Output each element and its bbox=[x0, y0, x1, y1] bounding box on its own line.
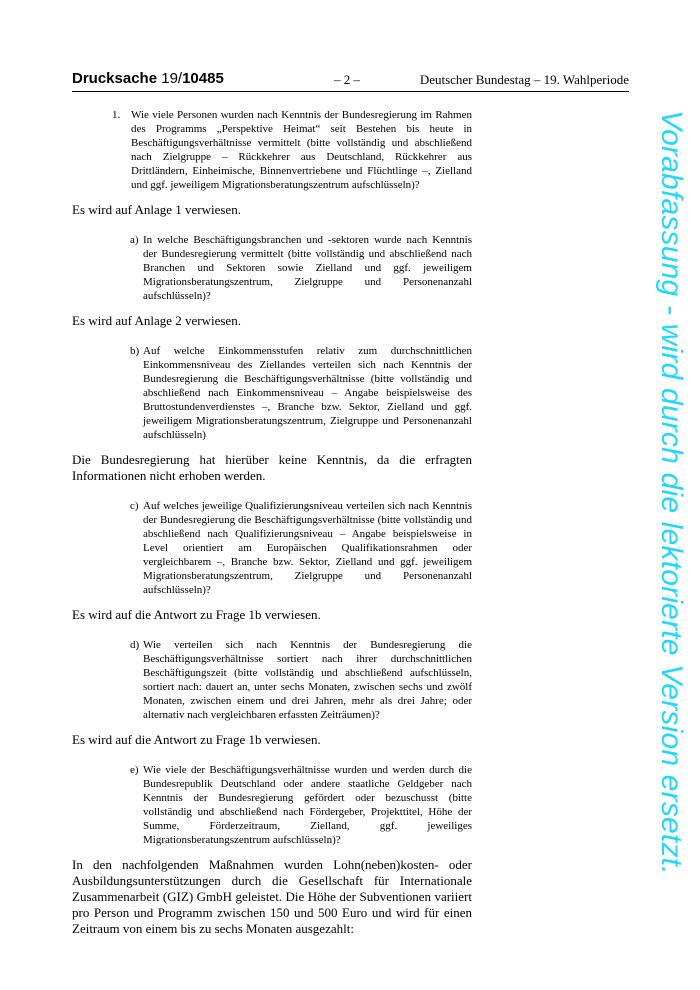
answer-1a: Es wird auf Anlage 2 verwiesen. bbox=[72, 313, 241, 328]
question-number: b) bbox=[130, 345, 140, 357]
answer-1b: Die Bundesregierung hat hierüber keine Kenntnis, da die erfragten Informationen nicht erhoben werden. bbox=[72, 452, 472, 483]
question-1c bbox=[72, 499, 472, 597]
page-header bbox=[72, 70, 629, 90]
question-number: d) bbox=[130, 639, 140, 651]
header-rule bbox=[72, 91, 629, 92]
page-number: – 2 – bbox=[334, 72, 360, 87]
question-text: Wie verteilen sich nach Kenntnis der Bundesregierung die Beschäftigungsverhältnisse sortiert nach ihrer durchschnittlichen Beschäftigungszeit (bitte vollständig und abschließend aufschlüsseln, sortiert nach: dauert an, unter sechs Monaten, zwischen sechs und zwölf Monaten, zwischen einem und drei Jahren, mehr als drei Jahre; oder alternativ nach vergleichbaren erfassten Zeiträumen)? bbox=[143, 639, 472, 721]
question-1 bbox=[72, 108, 472, 192]
question-1d bbox=[72, 638, 472, 722]
answer-1c: Es wird auf die Antwort zu Frage 1b verwiesen. bbox=[72, 607, 321, 622]
question-text: Auf welche Einkommensstufen relativ zum durchschnittlichen Einkommensniveau des Ziellandes verteilen sich nach Kenntnis der Bundesregierung die Beschäftigungsverhältnisse (bitte vollständig und abschließend nach Einkommensniveau – Angabe beispielsweise des Bruttostundenverdienstes –, Branche bzw. Sektor, Zielland und ggf. jeweiligem Migrationsberatungszentrum, Zielgruppe und Personenanzahl aufschlüsseln) bbox=[143, 345, 472, 441]
question-number: e) bbox=[130, 764, 139, 776]
question-text: Wie viele der Beschäftigungsverhältnisse wurden und werden durch die Bundesrepublik Deutschland oder andere staatliche Geldgeber nach Kenntnis der Bundesregierung gefördert oder bezuschusst (bitte vollständig und abschließend nach Fördergeber, Projekttitel, Höhe der Summe, Förderzeitraum, Zielland, ggf. jeweiliges Migrationsberatungszentrum aufschlüsseln)? bbox=[143, 764, 472, 846]
drucksache-label bbox=[72, 70, 224, 87]
question-text: Auf welches jeweilige Qualifizierungsniveau verteilen sich nach Kenntnis der Bundesregierung die Beschäftigungsverhältnisse (bitte vollständig und abschließend nach Qualifizierungsniveau – Angabe beispielsweise in Level orientiert am Europäischen Qualifikationsrahmen oder vergleichbarem –, Branche bzw. Sektor, Zielland und ggf. jeweiligem Migrationsberatungszentrum, Zielgruppe und Personenanzahl aufschlüsseln)? bbox=[143, 500, 472, 596]
answer-1e: In den nachfolgenden Maßnahmen wurden Lohn(neben)kosten- oder Ausbildungsunterstützungen durch die Gesellschaft für Internationale Zusammenarbeit (GIZ) GmbH geleistet. Die Höhe der Subventionen variiert pro Person und Programm zwischen 150 und 500 Euro und wird für einen Zeitraum von einem bis zu sechs Monaten ausgezahlt: bbox=[72, 857, 472, 936]
question-text: In welche Beschäftigungsbranchen und -sektoren wurde nach Kenntnis der Bundesregierung vermittelt (bitte vollständig und abschließend nach Branchen und Sektoren sowie Zielland und ggf. jeweiligem Migrationsberatungszentrum, Zielgruppe und Personenanzahl aufschlüsseln)? bbox=[143, 234, 472, 302]
draft-watermark: Vorabfassung - wird durch die lektorierte Version ersetzt. bbox=[655, 110, 688, 875]
question-number: 1. bbox=[112, 109, 121, 121]
answer-1: Es wird auf Anlage 1 verwiesen. bbox=[72, 202, 241, 217]
question-1a bbox=[72, 233, 472, 303]
question-1b bbox=[72, 344, 472, 442]
drucksache-number: 10485 bbox=[182, 70, 224, 87]
question-1e bbox=[72, 763, 472, 847]
question-number: c) bbox=[130, 500, 139, 512]
document-body bbox=[72, 108, 472, 952]
drucksache-prefix: 19/ bbox=[161, 70, 183, 87]
question-text: Wie viele Personen wurden nach Kenntnis der Bundesregierung im Rahmen des Programms „Perspektive Heimat“ seit Bestehen bis heute in Beschäftigungsverhältnisse vermittelt (bitte vollständig und abschließend nach Zielgruppe – Rückkehrer aus Deutschland, Rückkehrer aus Drittländern, Einheimische, Binnenvertriebene und Flüchtlinge –, Zielland und ggf. jeweiligem Migrationsberatungszentrum aufschlüsseln)? bbox=[131, 109, 472, 191]
answer-1d: Es wird auf die Antwort zu Frage 1b verwiesen. bbox=[72, 732, 321, 747]
drucksache-word: Drucksache bbox=[72, 70, 158, 87]
question-number: a) bbox=[130, 234, 139, 246]
institution-label: Deutscher Bundestag – 19. Wahlperiode bbox=[419, 72, 629, 87]
